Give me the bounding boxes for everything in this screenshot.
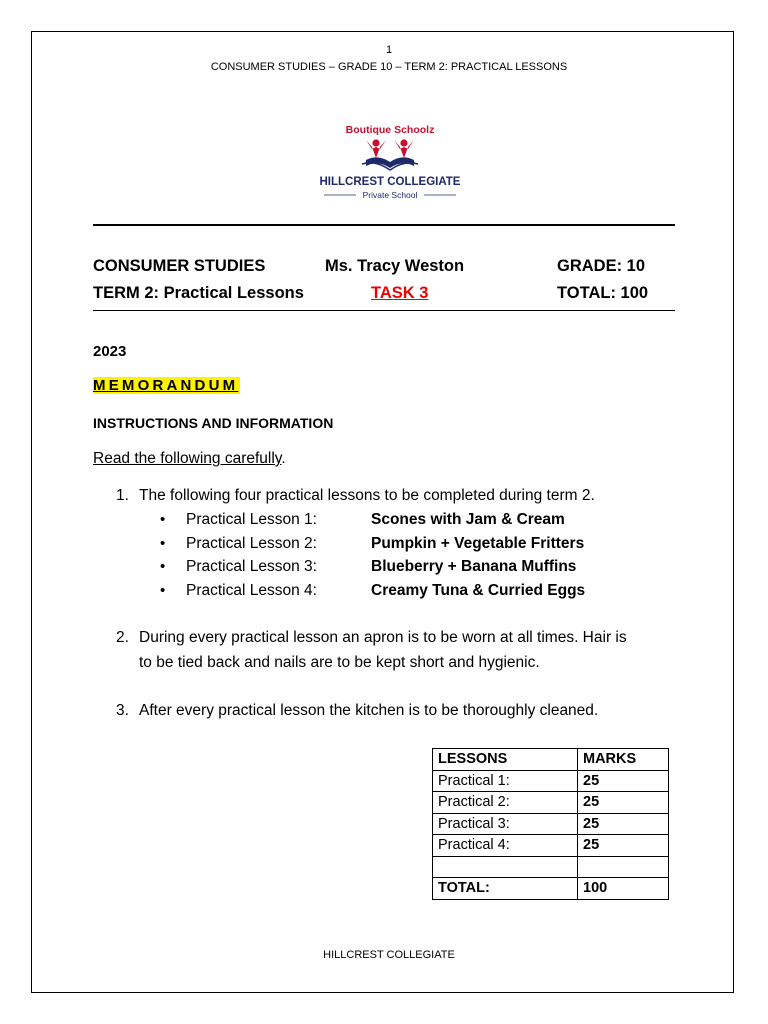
lesson-label: Practical Lesson 4: [186,582,317,599]
table-total-row [433,878,669,900]
item-number: 1. [116,487,129,504]
table-row [433,770,669,792]
bullet-icon: • [160,535,166,552]
lesson-label: Practical Lesson 3: [186,558,317,575]
item-text: After every practical lesson the kitchen is to be thoroughly cleaned. [139,702,599,719]
marks-table [432,748,669,900]
logo-school-name: HILLCREST COLLEGIATE [319,176,461,188]
school-logo [300,116,480,208]
table-row-empty [433,856,669,878]
logo-graphic [300,116,480,208]
header-rule-bottom [93,310,675,311]
bullet-icon: • [160,558,166,575]
table-cell-lesson: Practical 1: [433,770,578,792]
table-header-row [433,749,669,771]
table-total-value: 100 [578,878,669,900]
table-cell-lesson: Practical 2: [433,792,578,814]
table-cell-lesson: Practical 3: [433,813,578,835]
instructions-heading: INSTRUCTIONS AND INFORMATION [93,415,334,431]
lesson-label: Practical Lesson 2: [186,535,317,552]
grade-label: GRADE: 10 [557,257,646,275]
lesson-label: Practical Lesson 1: [186,511,317,528]
logo-figures-icon [362,139,418,170]
table-cell-marks: 25 [578,835,669,857]
table-header-cell: MARKS [578,749,669,771]
logo-subtitle: Private School [362,190,418,200]
memorandum-title: MEMORANDUM [93,377,239,394]
task-label: TASK 3 [371,284,429,302]
lesson-name: Scones with Jam & Cream [371,511,565,528]
table-cell-marks: 25 [578,770,669,792]
year: 2023 [93,343,127,360]
footer: HILLCREST COLLEGIATE [323,949,455,961]
term-label: TERM 2: Practical Lessons [93,284,304,302]
running-header: CONSUMER STUDIES – GRADE 10 – TERM 2: PRACTICAL LESSONS [210,61,568,73]
table-cell-marks [578,856,669,878]
table-row [433,813,669,835]
item-number: 3. [116,702,129,719]
item-number: 2. [116,629,129,646]
table-cell-lesson: Practical 4: [433,835,578,857]
table-header-cell: LESSONS [433,749,578,771]
table-cell-lesson [433,856,578,878]
table-total-label: TOTAL: [433,878,578,900]
table-row [433,792,669,814]
logo-brand: Boutique Schoolz [345,124,435,136]
table-cell-marks: 25 [578,792,669,814]
bullet-icon: • [160,582,166,599]
total-label: TOTAL: 100 [557,284,649,302]
read-note-text: Read the following carefully [93,450,282,467]
bullet-icon: • [160,511,166,528]
subject-label: CONSUMER STUDIES [93,257,266,275]
table-row [433,835,669,857]
lesson-name: Blueberry + Banana Muffins [371,558,577,575]
header-rule-top [93,224,675,226]
teacher-name: Ms. Tracy Weston [325,257,465,275]
read-note-period: . [281,450,286,467]
page-number: 1 [385,44,393,56]
item-text-line1: During every practical lesson an apron is to be worn at all times. Hair is [139,629,627,646]
item-text: The following four practical lessons to be completed during term 2. [139,487,595,504]
lesson-name: Pumpkin + Vegetable Fritters [371,535,585,552]
table-cell-marks: 25 [578,813,669,835]
lesson-name: Creamy Tuna & Curried Eggs [371,582,586,599]
read-note [93,450,286,468]
item-text-line2: to be tied back and nails are to be kept short and hygienic. [139,654,540,671]
